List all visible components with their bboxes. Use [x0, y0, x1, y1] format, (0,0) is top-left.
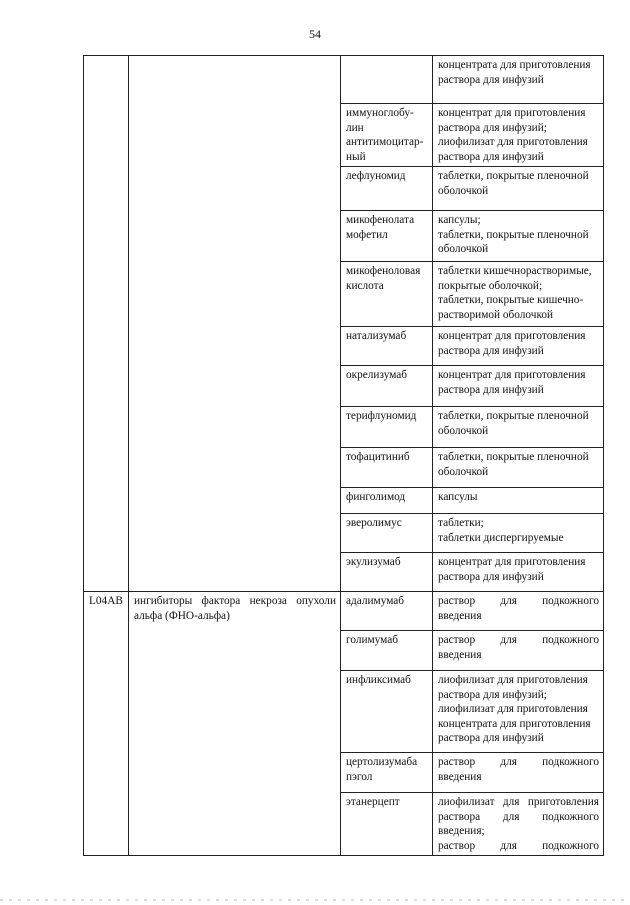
scan-edge-artifact — [0, 899, 630, 901]
drug-name-cell: лефлуномид — [341, 167, 433, 211]
dosage-form-cell — [433, 56, 604, 104]
dosage-form-line: таблетки; — [438, 517, 484, 529]
dosage-form-line: концентрата для приготовления раствора для инфузий — [438, 59, 591, 86]
dosage-form-cell — [433, 407, 604, 448]
page-number: 54 — [309, 27, 321, 41]
drug-name-cell: натализумаб — [341, 327, 433, 366]
dosage-form-line: лиофилизат для приготовления раствора для инфузий; — [438, 674, 588, 701]
drug-name-cell: финголимод — [341, 488, 433, 514]
dosage-form-cell — [433, 488, 604, 514]
atc-code-cell — [84, 56, 129, 592]
drug-name-cell — [341, 56, 433, 104]
dosage-form-cell — [433, 366, 604, 407]
dosage-form-cell — [433, 167, 604, 211]
drug-name-cell: цертолизумаба пэгол — [341, 753, 433, 793]
dosage-form-line: концентрат для приготовления раствора для инфузий — [438, 330, 586, 357]
dosage-form-line: концентрат для приготовления раствора для инфузий — [438, 556, 586, 583]
drug-name-cell: микофеноловая кислота — [341, 262, 433, 327]
dosage-form-line: таблетки, покрытые пленочной оболочкой — [438, 228, 589, 255]
dosage-form-cell — [433, 327, 604, 366]
dosage-form-line: лиофилизат для приготовления раствора для инфузий — [438, 136, 588, 163]
drug-name-cell: голимумаб — [341, 631, 433, 671]
dosage-form-line: раствор для подкожного введения — [438, 634, 599, 661]
dosage-form-cell — [433, 671, 604, 753]
dosage-form-cell — [433, 592, 604, 631]
drug-name-cell: терифлуномид — [341, 407, 433, 448]
dosage-form-line: таблетки, покрытые пленочной оболочкой — [438, 170, 589, 197]
dosage-form-line: капсулы; — [438, 214, 481, 226]
group-name-cell: ингибиторы фактора некроза опухоли альфа (ФНО-альфа) — [129, 592, 341, 856]
drug-name-cell: тофацитиниб — [341, 448, 433, 488]
drug-name-cell: этанерцепт — [341, 793, 433, 856]
dosage-form-cell — [433, 793, 604, 856]
dosage-form-cell — [433, 262, 604, 327]
dosage-form-line: концентрат для приготовления раствора для инфузий; — [438, 107, 586, 134]
dosage-form-line: лиофилизат для приготовления концентрата для приготовления раствора для инфузий — [438, 703, 591, 744]
dosage-form-cell — [433, 631, 604, 671]
drug-name-cell: микофенолата мофетил — [341, 211, 433, 262]
dosage-form-line: концентрат для приготовления раствора для инфузий — [438, 369, 586, 396]
drug-list-table — [83, 55, 604, 856]
drug-name-cell: иммуноглобу-лин антитимоцитар-ный — [341, 104, 433, 167]
dosage-form-cell — [433, 514, 604, 553]
dosage-form-line: таблетки, покрытые пленочной оболочкой — [438, 451, 589, 478]
dosage-form-line: раствор для подкожного — [438, 839, 599, 852]
dosage-form-line: таблетки, покрытые кишечно-растворимой оболочкой — [438, 294, 584, 321]
dosage-form-line: таблетки диспергируемые — [438, 531, 564, 544]
drug-name-cell: инфликсимаб — [341, 671, 433, 753]
drug-name-cell: окрелизумаб — [341, 366, 433, 407]
dosage-form-line: раствор для подкожного введения — [438, 595, 599, 622]
drug-name-cell: эверолимус — [341, 514, 433, 553]
dosage-form-line: таблетки, покрытые пленочной оболочкой — [438, 410, 589, 437]
drug-name-cell: адалимумаб — [341, 592, 433, 631]
dosage-form-line: капсулы — [438, 491, 478, 503]
dosage-form-cell — [433, 104, 604, 167]
group-name-cell — [129, 56, 341, 592]
atc-code-cell: L04AB — [84, 592, 129, 856]
dosage-form-cell — [433, 753, 604, 793]
dosage-form-line: таблетки кишечнорастворимые, покрытые оболочкой; — [438, 265, 592, 292]
dosage-form-cell — [433, 553, 604, 592]
dosage-form-line: раствор для подкожного введения — [438, 756, 599, 783]
dosage-form-line: лиофилизат для приготовления раствора для подкожного введения; — [438, 796, 599, 837]
table-row — [84, 56, 604, 104]
dosage-form-cell — [433, 448, 604, 488]
dosage-form-cell — [433, 211, 604, 262]
drug-name-cell: экулизумаб — [341, 553, 433, 592]
table-row — [84, 592, 604, 631]
